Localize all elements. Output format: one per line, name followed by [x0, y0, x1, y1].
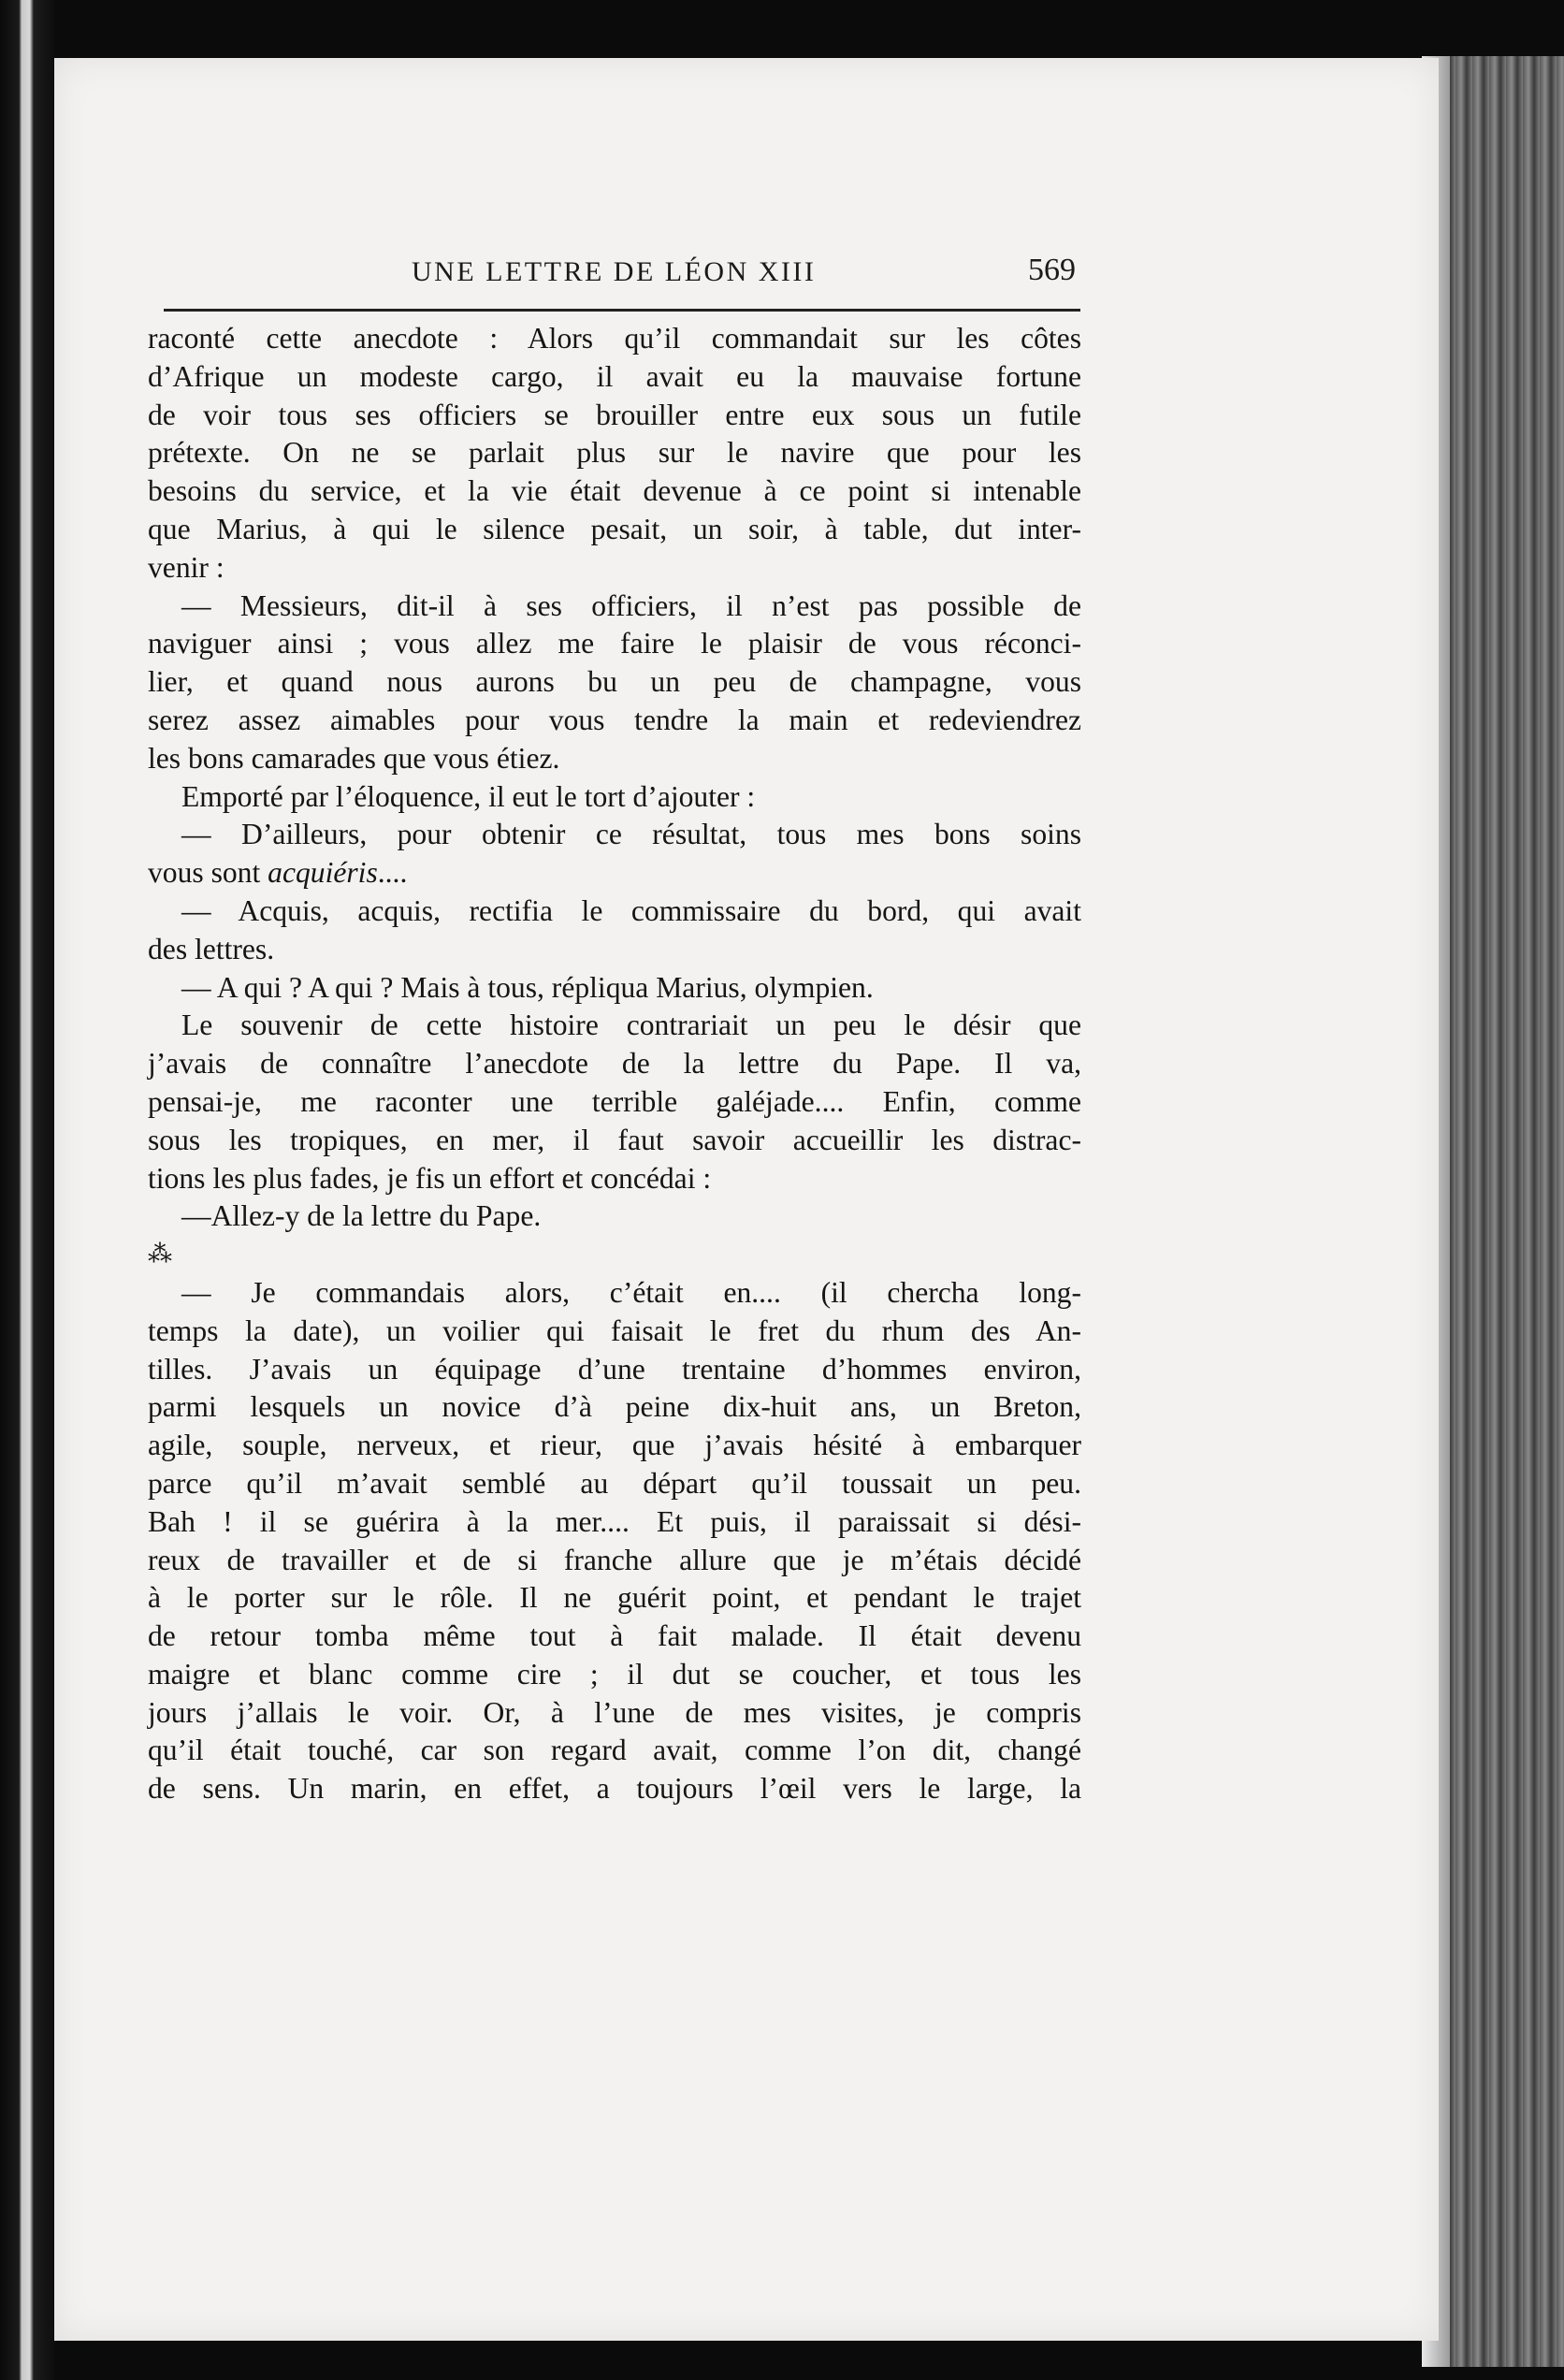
text-line: j’avais de connaître l’anecdote de la lettre du Pape. Il va, — [148, 1047, 1081, 1081]
text-line — [148, 854, 1081, 892]
running-head — [140, 253, 1076, 299]
text-line: Bah ! il se guérira à la mer.... Et puis, il paraissait si dési- — [148, 1504, 1081, 1538]
text-line: lier, et quand nous aurons bu un peu de champagne, vous — [148, 665, 1081, 699]
text-line: reux de travailler et de si franche allure que je m’étais décidé — [148, 1543, 1081, 1576]
text-run: vous sont — [148, 856, 268, 890]
text-line: de retour tomba même tout à fait malade. Il était devenu — [148, 1619, 1081, 1653]
text-line: d’Afrique un modeste cargo, il avait eu la mauvaise fortune — [148, 359, 1081, 393]
text-line: besoins du service, et la vie était devenue à ce point si intenable — [148, 474, 1081, 508]
paragraph-4 — [148, 816, 1081, 892]
text-line: Emporté par l’éloquence, il eut le tort d’ajouter : — [181, 779, 756, 813]
paragraph-3 — [148, 778, 1081, 817]
text-line: sous les tropiques, en mer, il faut savoir accueillir les distrac- — [148, 1123, 1081, 1156]
text-line: venir : — [148, 550, 224, 584]
text-line: naviguer ainsi ; vous allez me faire le plaisir de vous réconci- — [148, 627, 1081, 660]
paragraph-6 — [148, 969, 1081, 1008]
paragraph-5 — [148, 892, 1081, 969]
asterism-divider: ⁂ — [148, 1241, 172, 1269]
paragraph-9 — [148, 1274, 1081, 1808]
text-line: de voir tous ses officiers se brouiller entre eux sous un futile — [148, 398, 1081, 431]
body-text — [148, 320, 1081, 1808]
paragraph-2 — [148, 588, 1081, 778]
text-line: prétexte. On ne se parlait plus sur le navire que pour les — [148, 436, 1081, 470]
text-line: —Allez-y de la lettre du Pape. — [181, 1199, 542, 1233]
paragraph-7 — [148, 1007, 1081, 1197]
paragraph-1 — [148, 320, 1081, 588]
text-line: jours j’allais le voir. Or, à l’une de mes visites, je compris — [148, 1695, 1081, 1729]
italic-word: acquiéris — [268, 856, 378, 890]
text-line: pensai-je, me raconter une terrible galéjade.... Enfin, comme — [148, 1084, 1081, 1118]
text-line: serez assez aimables pour vous tendre la main et redeviendrez — [148, 703, 1081, 736]
page-edge-stack — [1422, 56, 1564, 2367]
text-line: Le souvenir de cette histoire contrariait un peu le désir que — [181, 1009, 1081, 1042]
text-line: à le porter sur le rôle. Il ne guérit point, et pendant le trajet — [148, 1581, 1081, 1615]
text-line: tions les plus fades, je fis un effort et concédai : — [148, 1161, 712, 1195]
text-line: que Marius, à qui le silence pesait, un soir, à table, dut inter- — [148, 512, 1081, 545]
text-line: — Messieurs, dit-il à ses officiers, il n’est pas possible de — [181, 588, 1081, 622]
text-line: qu’il était touché, car son regard avait, comme l’on dit, changé — [148, 1734, 1081, 1767]
text-line: tilles. J’avais un équipage d’une trentaine d’hommes environ, — [148, 1352, 1081, 1386]
text-line: — A qui ? A qui ? Mais à tous, répliqua Marius, olympien. — [181, 970, 874, 1004]
text-line: — Acquis, acquis, rectifia le commissaire du bord, qui avait — [181, 893, 1081, 927]
text-line: les bons camarades que vous étiez. — [148, 741, 560, 775]
page-number: 569 — [1028, 253, 1076, 287]
text-line: temps la date), un voilier qui faisait le fret du rhum des An- — [148, 1313, 1081, 1347]
text-line: maigre et blanc comme cire ; il dut se coucher, et tous les — [148, 1657, 1081, 1691]
text-line: — Je commandais alors, c’était en.... (il chercha long- — [181, 1275, 1081, 1309]
text-line: agile, souple, nerveux, et rieur, que j’avais hésité à embarquer — [148, 1429, 1081, 1462]
text-line: — D’ailleurs, pour obtenir ce résultat, tous mes bons soins — [181, 818, 1081, 851]
running-title: UNE LETTRE DE LÉON XIII — [412, 256, 817, 287]
book-gutter-edge — [0, 0, 54, 2380]
text-run: .... — [377, 856, 408, 890]
text-line: des lettres. — [148, 932, 275, 965]
text-line: raconté cette anecdote : Alors qu’il commandait sur les côtes — [148, 322, 1081, 355]
paragraph-8 — [148, 1197, 1081, 1236]
header-rule — [164, 309, 1080, 312]
text-line: parmi lesquels un novice d’à peine dix-huit ans, un Breton, — [148, 1390, 1081, 1424]
text-line: parce qu’il m’avait semblé au départ qu’il toussait un peu. — [148, 1466, 1081, 1500]
text-line: de sens. Un marin, en effet, a toujours l’œil vers le large, la — [148, 1772, 1081, 1806]
